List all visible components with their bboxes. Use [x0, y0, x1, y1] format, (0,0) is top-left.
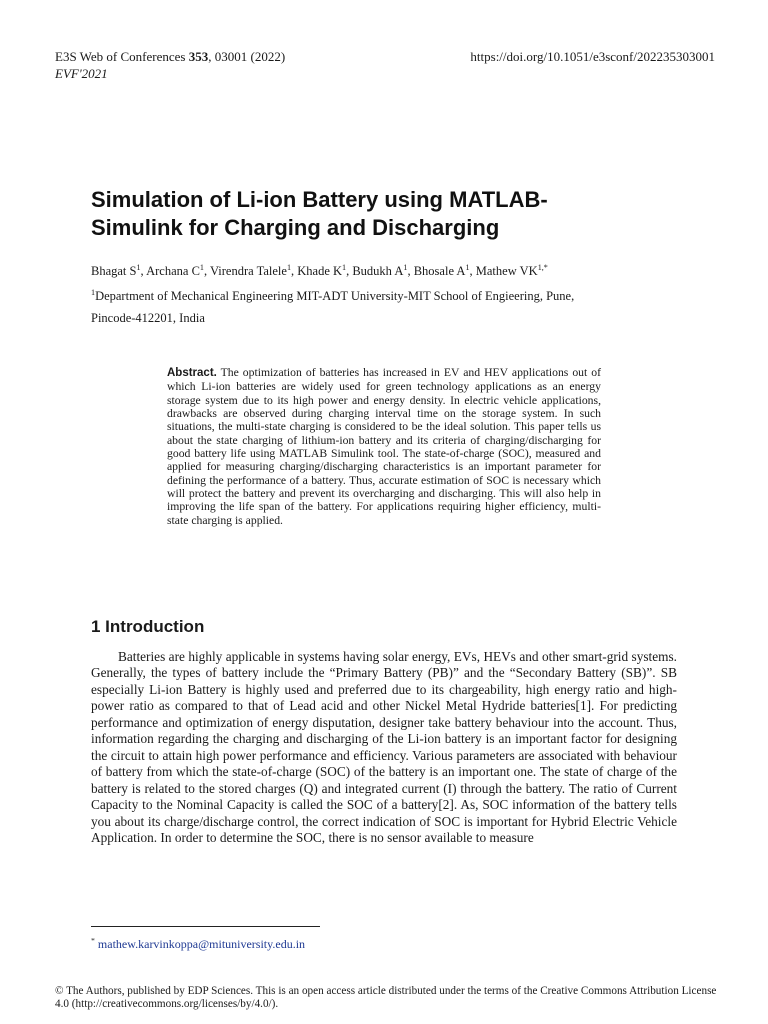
- journal-prefix: E3S Web of Conferences: [55, 49, 189, 64]
- author: Virendra Talele$^1$,: [210, 262, 298, 278]
- author: Mathew $VK^{1,*}$: [475, 262, 548, 278]
- corresponding-email-link[interactable]: mathew.karvinkoppa@mituniversity.edu.in: [97, 937, 306, 951]
- paragraph: Batteries are highly applicable in systems having solar energy, EVs, HEVs and other smart-grid systems. Generally, the types of battery include the “Primary Battery (PB)” and the “Secondary Battery (SB)”. SB especially Li-ion Battery is highly used and preferred due to its chargeability, high energy ratio and high-power ratio as compared to that of Lead acid and other Nickel Metal Hydride batteries[1]. For predicting performance and optimization of energy disputation, designer take battery behaviour into the account. Thus, information regarding the charging and discharging of the Li-ion battery is an important factor for designing the circuit to attain high power performance and efficiency. Various parameters are associated with behaviour of battery from which the state-of-charge (SOC) of the battery is an important one. The state of charge of the battery is related to the stored charges (Q) and integrated current (I) through the battery. The ratio of Current Capacity to the Nominal Capacity is called the SOC of a battery[2]. As, SOC information of the battery tells you about its charge/discharge control, the correct indication of SOC is important for Hybrid Electric Vehicle Application. In order to determine the SOC, there is no sensor available to measure: [91, 649, 677, 845]
- footnote-divider: [91, 926, 320, 927]
- footnote: [91, 936, 305, 952]
- author: Bhagat $S^1$,: [91, 262, 147, 278]
- conference-name: EVF'2021: [55, 66, 108, 81]
- doi-link[interactable]: https://doi.org/10.1051/e3sconf/202235303001: [470, 49, 715, 64]
- title-line-1: Simulation of Li-ion Battery using MATLAB-: [91, 187, 548, 212]
- introduction-body: [91, 649, 677, 846]
- paper-title: [91, 186, 711, 242]
- title-line-2: Simulink for Charging and Discharging: [91, 215, 500, 240]
- abstract-text: The optimization of batteries has increased in EV and HEV applications out of which Li-ion batteries are widely used for green technology applications as an energy storage system due to its high power and energy density. In electric vehicle applications, drawbacks are observed during charging interval time on the storage system. In such situations, the multi-state charging is considered to be the ideal solution. This paper tells us about the state charging of lithium-ion battery and its criteria of charging/discharging for good battery life using MATLAB Simulink tool. The state-of-charge (SOC), measured and applied for measuring charging/discharging characteristics is an important parameter for defining the performance of a battery. Thus, accurate estimation of SOC is necessary which will protect the battery and prevent its overcharging and discharging. This will also help in improving the life span of the battery. For applications requiring higher efficiency, multi-state charging is applied.: [167, 366, 601, 527]
- journal-citation: [55, 49, 285, 65]
- author: Bhosale $A^1$,: [413, 262, 476, 278]
- abstract: [167, 366, 601, 527]
- affiliation-line-2: Pincode-412201, India: [91, 311, 205, 325]
- license-notice: © The Authors, published by EDP Sciences. This is an open access article distributed under the terms of the Creative Commons Attribution License 4.0 (http://creativecommons.org/licenses/by/4.0/).: [55, 985, 717, 1011]
- article-suffix: , 03001 (2022): [208, 49, 286, 64]
- footnote-marker: *: [91, 936, 95, 945]
- author: Budukh $A^1$,: [352, 262, 414, 278]
- affiliation-line-1: $^1$Department of Mechanical Engineering MIT-ADT University-MIT School of Engieering, Pune,: [91, 287, 575, 303]
- author: Archana $C^1$,: [146, 262, 210, 278]
- author-list: [91, 263, 548, 279]
- affiliation-marker: 1: [91, 287, 96, 297]
- section-heading: 1 Introduction: [91, 617, 205, 636]
- journal-volume: 353: [188, 49, 209, 64]
- abstract-label: Abstract.: [167, 367, 217, 379]
- author: Khade $K^1$,: [297, 262, 353, 278]
